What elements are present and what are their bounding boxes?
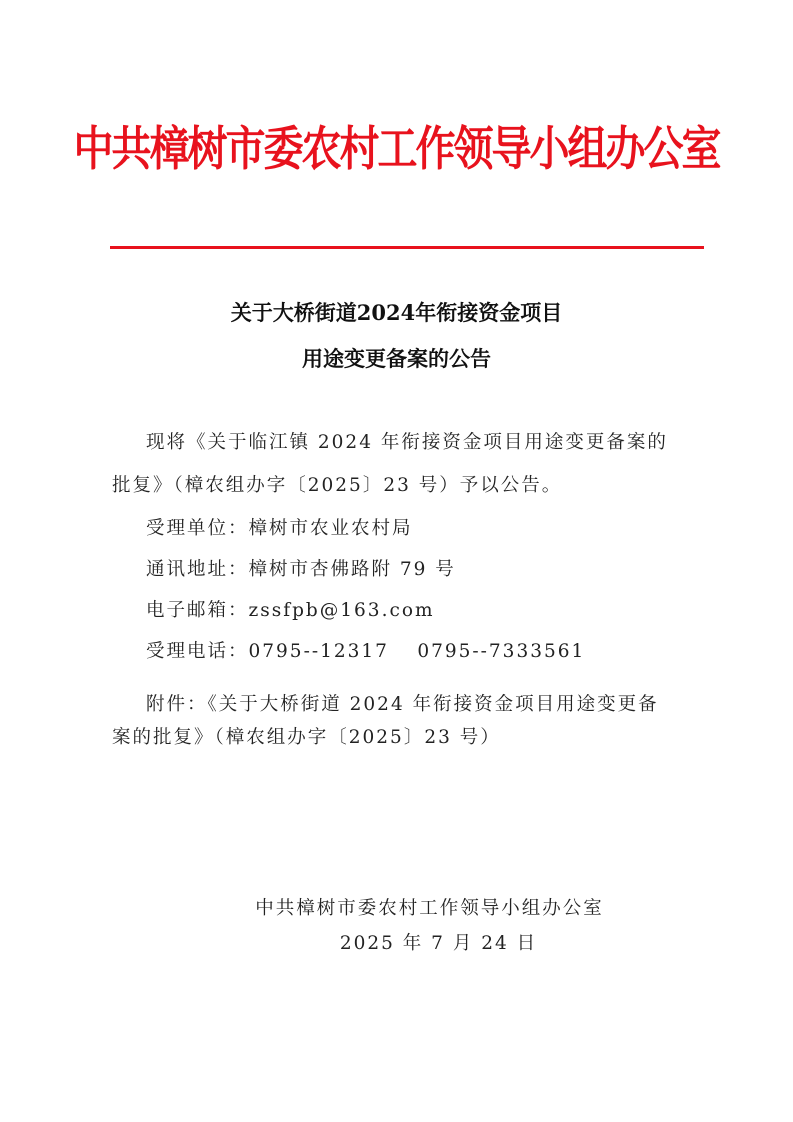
contact-phone: 受理电话：0795--12317 0795--7333561	[146, 641, 586, 662]
attachment-line-2: 案的批复》（樟农组办字〔2025〕23 号）	[112, 727, 501, 748]
mailing-address: 通讯地址：樟树市杏佛路附 79 号	[146, 559, 456, 580]
attachment-line-1: 附件：《关于大桥街道 2024 年衔接资金项目用途变更备	[146, 694, 659, 715]
document-title-line-2: 用途变更备案的公告	[302, 346, 491, 371]
paragraph-1-line-1: 现将《关于临江镇 2024 年衔接资金项目用途变更备案的	[146, 432, 668, 453]
signature-organization: 中共樟树市委农村工作领导小组办公室	[255, 898, 604, 919]
document-title-line-1: 关于大桥街道2024年衔接资金项目	[230, 300, 563, 325]
email-address: 电子邮箱：zssfpb@163.com	[146, 600, 435, 621]
receiving-unit: 受理单位：樟树市农业农村局	[146, 518, 413, 539]
paragraph-1-line-2: 批复》（樟农组办字〔2025〕23 号）予以公告。	[112, 475, 563, 496]
red-divider	[110, 246, 704, 249]
issuer-header: 中共樟树市委农村工作领导小组办公室	[73, 121, 720, 177]
signature-date: 2025 年 7 月 24 日	[339, 933, 538, 954]
